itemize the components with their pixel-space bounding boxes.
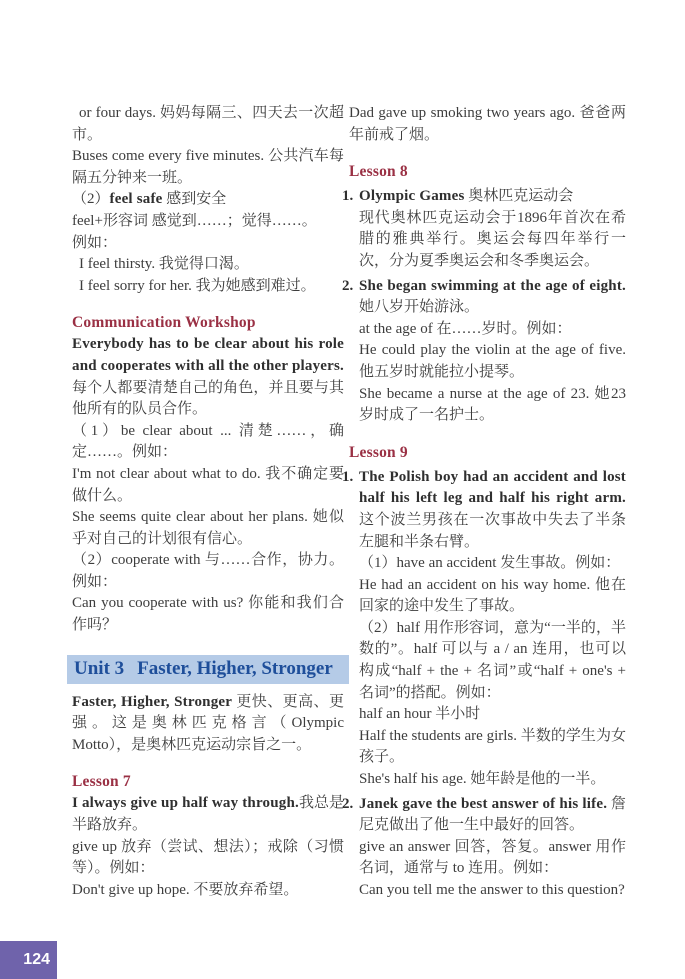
key-sentence-paragraph: [359, 186, 626, 208]
key-sentence-translation: 这个波兰男孩在一次事故中失去了半条左腿和半条右臂。: [359, 511, 626, 550]
page-number: 124: [23, 951, 50, 968]
list-item: [342, 467, 626, 791]
key-phrase-translation: 奥林匹克运动会: [464, 188, 574, 205]
example-phrase: half an hour 半小时: [359, 706, 481, 723]
right-column: [342, 103, 626, 902]
unit3-heading: [67, 655, 349, 684]
example-sentence: Dad gave up smoking two years ago. 爸爸两年前戒了烟。: [349, 105, 626, 143]
key-sentence-english: She began swimming at the age of eight.: [359, 277, 626, 294]
key-sentence-english: Janek gave the best answer of his life.: [359, 795, 608, 812]
phrase-note: give an answer 回答，答复。answer 用作名词，通常与 to 连用。例如：: [359, 838, 626, 877]
key-phrase-english: Olympic Games: [359, 188, 465, 205]
list-item: [342, 186, 626, 272]
phrase-note: at the age of 在……岁时。例如：: [359, 320, 572, 337]
phrase-translation: 感到安全: [162, 191, 227, 208]
example-sentence: Half the students are girls. 半数的学生为女孩子。: [359, 727, 626, 766]
example-sentence: Can you tell me the answer to this question?: [359, 882, 625, 898]
example-sentence: I'm not clear about what to do. 我不确定要做什么。: [72, 465, 344, 504]
item-number: 2.: [342, 277, 354, 294]
unit-title: Faster, Higher, Stronger: [137, 657, 333, 679]
lesson7-heading: Lesson 7: [72, 773, 131, 791]
section-heading-communication-workshop: Communication Workshop: [72, 314, 256, 332]
phrase-bold: feel safe: [109, 191, 163, 208]
item-number: 1.: [342, 468, 354, 485]
list-item: [342, 794, 626, 902]
example-sentence: She became a nurse at the age of 23. 她23岁时成了一名护士。: [359, 385, 626, 424]
grammar-note: feel+形容词 感觉到……；觉得……。: [72, 212, 317, 229]
page-number-badge: [0, 941, 57, 979]
key-sentence-translation: 每个人都要清楚自己的角色，并且要与其他所有的队员合作。: [72, 379, 344, 418]
unit-lead-paragraph: [72, 692, 344, 757]
key-sentence-english: The Polish boy had an accident and lost half his left leg and half his right arm.: [359, 468, 626, 507]
phrase-note: （2）cooperate with 与……合作，协力。例如：: [72, 552, 344, 590]
item-number: 2.: [342, 795, 354, 812]
unit-motto-translation: 更快、更高、更强。这是奥林匹克格言（Olympic Motto），是奥林匹克运动宗旨之一。: [72, 693, 344, 753]
phrase-note: [72, 189, 344, 211]
example-label: 例如：: [72, 234, 118, 251]
key-sentence-paragraph: [72, 334, 344, 420]
grammar-note: （2）half 用作形容词，意为“一半的，半数的”。half 可以与 a / an 连用，也可以构成“half + the + 名词”或“half + one's + 名词”的搭配。例如：: [359, 619, 626, 701]
key-sentence-paragraph: [359, 794, 626, 837]
example-sentence: She seems quite clear about her plans. 她似乎对自己的计划很有信心。: [72, 509, 344, 547]
example-sentence: I feel thirsty. 我觉得口渴。: [79, 256, 249, 273]
item-number: 1.: [342, 188, 354, 205]
list-item: [342, 276, 626, 427]
key-sentence-translation: 詹尼克做出了他一生中最好的回答。: [359, 795, 626, 834]
key-sentence-paragraph: [359, 276, 626, 319]
lesson9-heading: Lesson 9: [349, 443, 408, 461]
key-sentence-paragraph: [359, 467, 626, 553]
left-column: [72, 103, 344, 901]
phrase-note: （1）have an accident 发生事故。例如：: [359, 555, 621, 572]
example-sentence: Can you cooperate with us? 你能和我们合作吗？: [72, 595, 344, 634]
unit-number: Unit 3: [74, 657, 125, 679]
phrase-note: give up 放弃（尝试、想法）；戒除（习惯等）。例如：: [72, 838, 344, 877]
lesson8-heading: Lesson 8: [349, 163, 408, 181]
phrase-note-prefix: （2）: [72, 191, 110, 208]
example-sentence: Buses come every five minutes. 公共汽车每隔五分钟来一班。: [72, 148, 344, 186]
phrase-note: （1）be clear about ... 清楚……，确定……。例如：: [72, 422, 344, 461]
example-sentence: He could play the violin at the age of five. 他五岁时就能拉小提琴。: [359, 342, 626, 380]
key-sentence-english: Everybody has to be clear about his role and cooperates with all the other players.: [72, 336, 344, 374]
example-sentence: Don't give up hope. 不要放弃希望。: [72, 881, 299, 898]
example-sentence: She's half his age. 她年龄是他的一半。: [359, 771, 606, 788]
explanation-paragraph: 现代奥林匹克运动会于1896年首次在希腊的雅典举行。奥运会每四年举行一次，分为夏季奥运会和冬季奥运会。: [359, 209, 626, 269]
key-sentence-translation: 她八岁开始游泳。: [359, 299, 480, 316]
unit-motto-english: Faster, Higher, Stronger: [72, 693, 233, 710]
key-sentence-english: I always give up half way through.: [72, 795, 299, 812]
key-sentence-translation: 我总是半路放弃。: [72, 795, 344, 834]
key-sentence-paragraph: [72, 793, 344, 836]
continued-paragraph: or four days. 妈妈每隔三、四天去一次超市。: [72, 105, 344, 143]
example-sentence: I feel sorry for her. 我为她感到难过。: [79, 277, 316, 294]
example-sentence: He had an accident on his way home. 他在回家的途中发生了事故。: [359, 576, 626, 615]
